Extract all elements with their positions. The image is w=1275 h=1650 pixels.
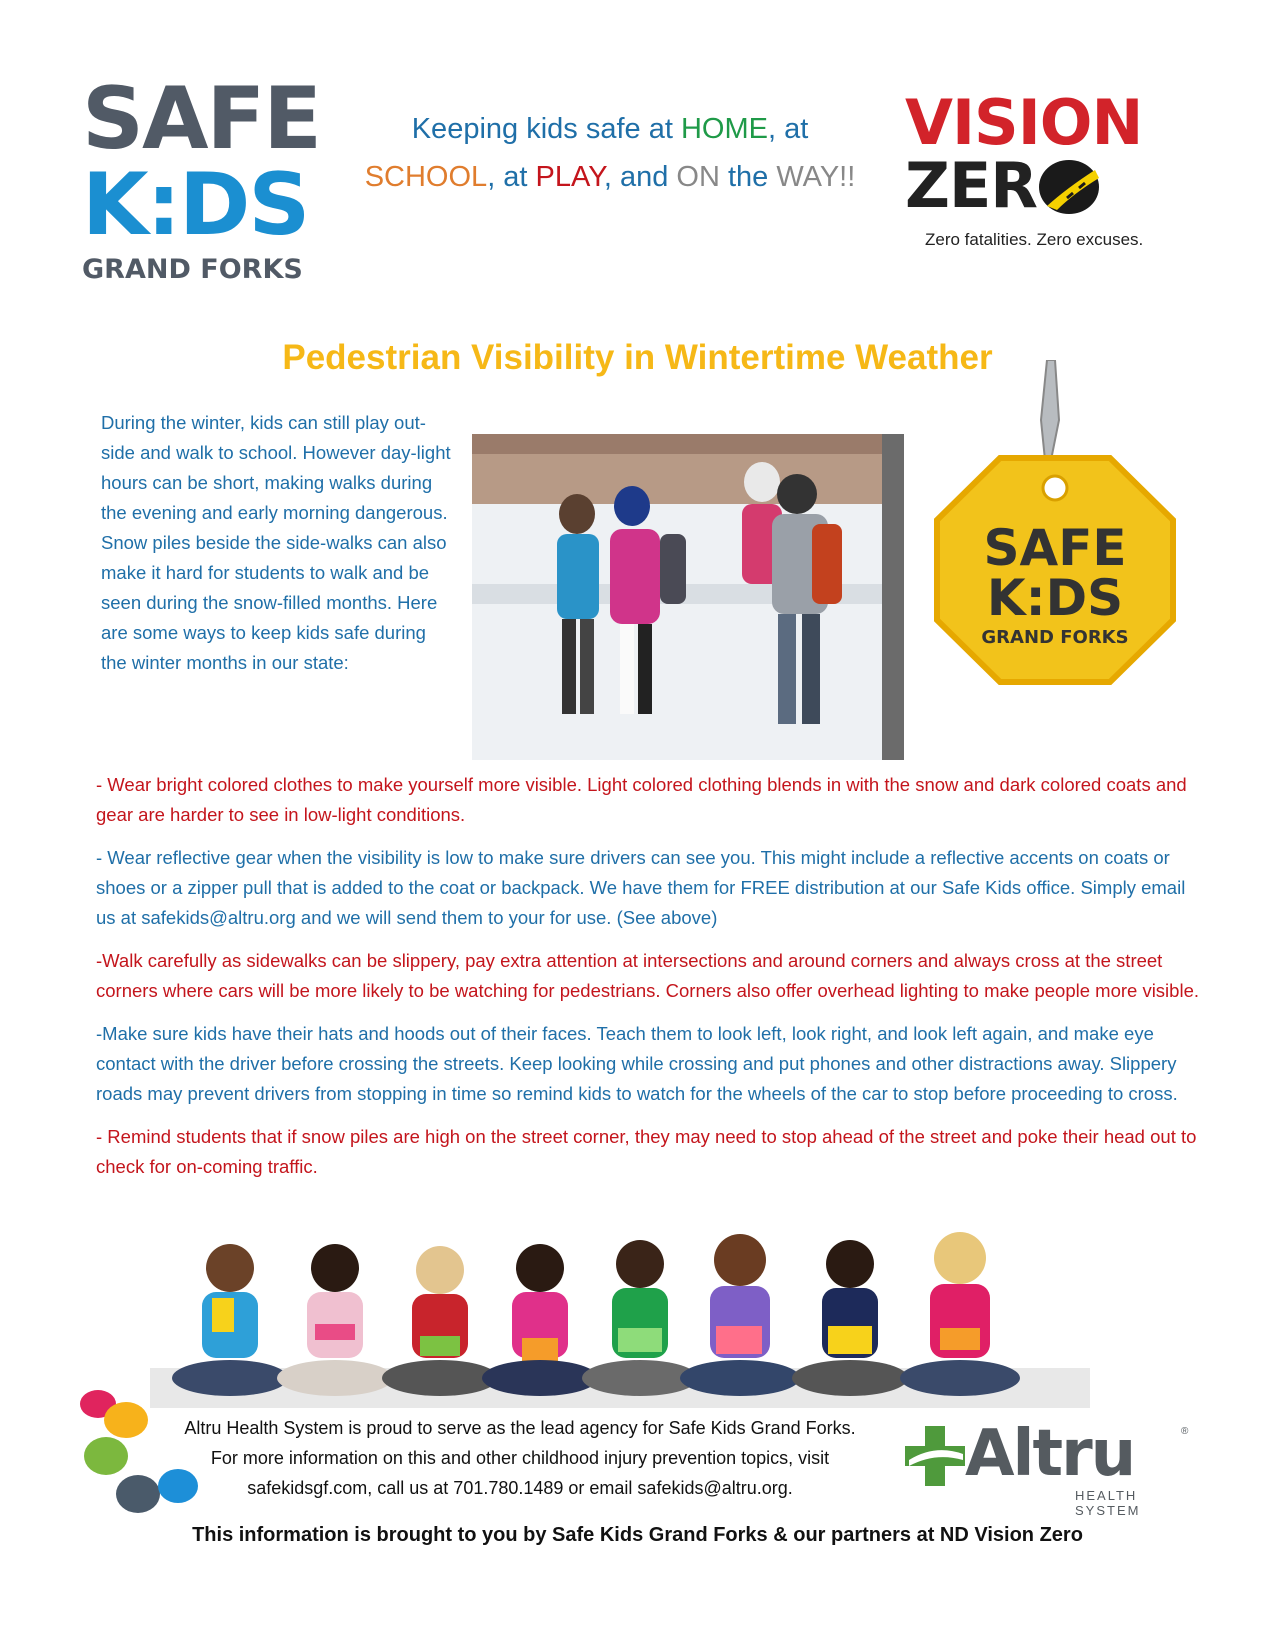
tagline <box>350 105 870 201</box>
tagline-home: HOME <box>680 113 768 145</box>
safe-kids-logo <box>82 69 322 288</box>
sponsor-line: This information is brought to you by Safe Kids Grand Forks & our partners at ND Vision Zero <box>192 1524 1083 1546</box>
tip-reflective-gear: - Wear reflective gear when the visibility is low to make sure drivers can see you. This might include a reflective accents on coats or shoes or a zipper pull that is added to the coat or backpack. We have them for FREE distribution at our Safe Kids office. Simply email us at safekids@altru.org and we will send them to your for use. (See above) <box>96 847 1186 928</box>
tagline-text: Keeping kids safe at <box>411 113 681 145</box>
altru-wordmark: Altru <box>965 1417 1135 1491</box>
altru-health-system: HEALTH SYSTEM <box>1075 1488 1141 1518</box>
logo-line-safe: SAFE <box>82 69 320 169</box>
reflective-zipper-tag <box>905 360 1205 720</box>
tag-logo-kids: K:DS <box>986 569 1124 627</box>
footer-line-2: For more information on this and other childhood injury prevention topics, visit <box>210 1448 830 1468</box>
winter-kids-photo <box>472 434 904 760</box>
altru-registered-mark: ® <box>1181 1426 1189 1437</box>
vision-zero-line2: ZER <box>905 149 1038 222</box>
logo-line-grand-forks: GRAND FORKS <box>82 254 303 285</box>
vision-zero-logo <box>905 86 1195 272</box>
tagline-text: , at <box>487 161 536 193</box>
intro-paragraph: During the winter, kids can still play out-side and walk to school. However day-light hours can be short, making walks during the evening and early morning dangerous. Snow piles beside the side-walks can also make it hard for students to walk and be seen during the snow-filled months. Here are some ways to keep kids safe during the winter months in our state: <box>101 412 451 673</box>
tagline-school: SCHOOL <box>364 161 488 193</box>
footer-line-1: Altru Health System is proud to serve as the lead agency for Safe Kids Grand Forks. <box>184 1418 856 1438</box>
vision-zero-slogan: Zero fatalities. Zero excuses. <box>925 230 1144 249</box>
vision-zero-line1: VISION <box>905 86 1143 159</box>
page-title: Pedestrian Visibility in Wintertime Weather <box>282 338 993 377</box>
tip-walk-carefully: -Walk carefully as sidewalks can be slippery, pay extra attention at intersections and around corners and always cross at the street corners where cars will be more likely to be watching for pedestrians. Corners also offer overhead lighting to make people more visible. <box>96 950 1199 1001</box>
tip-bright-clothes: - Wear bright colored clothes to make yourself more visible. Light colored clothing blends in with the snow and dark colored coats and gear are harder to see in low-light conditions. <box>96 774 1187 825</box>
logo-line-kids: K:DS <box>82 155 309 255</box>
footer-info <box>170 1413 870 1503</box>
tagline-text: , at <box>767 113 809 145</box>
tag-logo-grand-forks: GRAND FORKS <box>981 627 1129 648</box>
tagline-on: ON <box>676 161 720 193</box>
tagline-way: WAY!! <box>776 161 856 193</box>
tagline-play: PLAY <box>535 161 604 193</box>
footer-line-3: safekidsgf.com, call us at 701.780.1489 or email safekids@altru.org. <box>247 1478 793 1498</box>
kids-reading-photo <box>150 1228 1090 1408</box>
altru-logo <box>905 1417 1195 1518</box>
altru-cross-icon <box>905 1426 965 1486</box>
tagline-text: , and <box>603 161 677 193</box>
tag-logo-safe: SAFE <box>983 519 1127 577</box>
road-o-icon <box>1037 154 1101 218</box>
tip-snow-piles: - Remind students that if snow piles are high on the street corner, they may need to stop ahead of the street and poke their head out to check for on-coming traffic. <box>96 1126 1197 1177</box>
tagline-text: the <box>719 161 777 193</box>
tip-hats-hoods: -Make sure kids have their hats and hoods out of their faces. Teach them to look left, look right, and look left again, and make eye contact with the driver before crossing the streets. Keep looking while crossing and put phones and other distractions away. Slippery roads may prevent drivers from stopping in time so remind kids to watch for the wheels of the car to stop before proceeding to cross. <box>96 1023 1178 1104</box>
tips-list <box>96 770 1206 1195</box>
